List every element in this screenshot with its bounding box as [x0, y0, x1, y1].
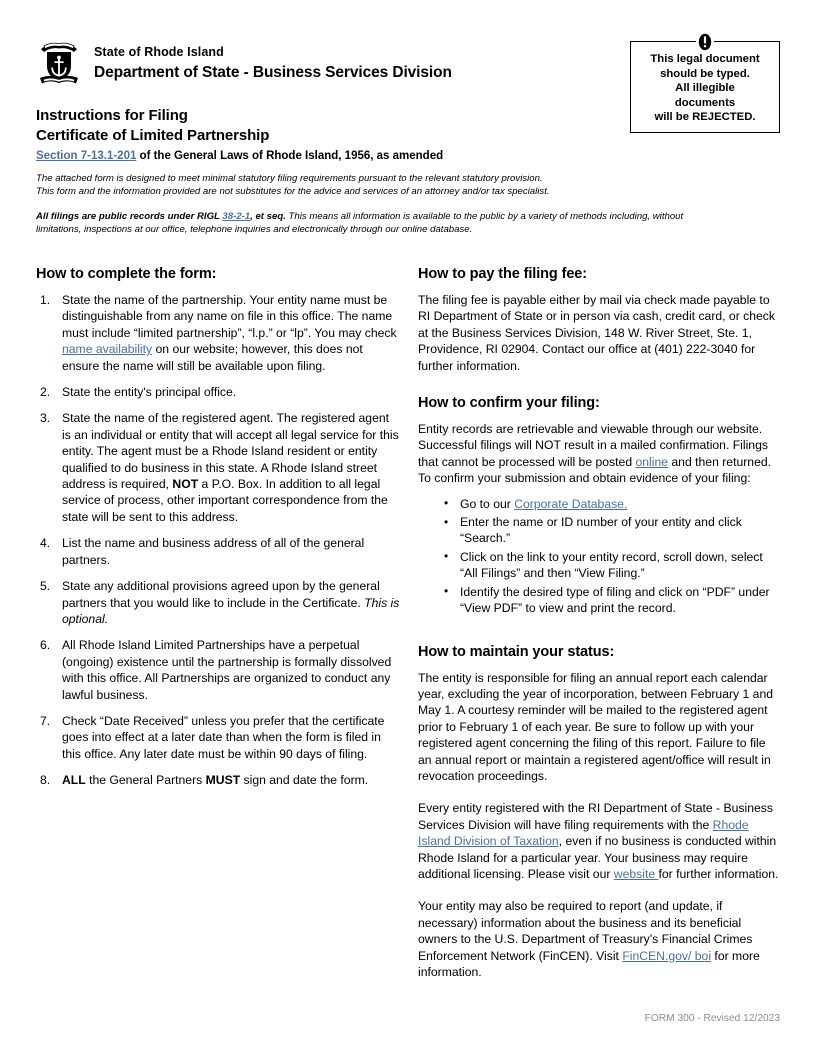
list-item — [36, 578, 401, 627]
warning-line-1: This legal document — [650, 53, 760, 65]
rhode-island-state-seal-icon — [36, 40, 82, 88]
public-records-suffix: , et seq. — [250, 211, 286, 222]
fincen-text — [418, 898, 780, 980]
right-column — [418, 265, 780, 993]
item-text-part-1: the General Partners — [85, 773, 206, 788]
list-item: • Identify the desired type of filing and click on “PDF” under “View PDF” to view and print the record. — [440, 584, 780, 617]
item-text-part-2: a P.O. Box. In addition to all legal service of process, other important correspondence from the state will be sent to this address. — [62, 477, 388, 524]
rigl-38-2-1-link[interactable]: 38-2-1 — [222, 211, 251, 222]
page-title-line-1: Instructions for Filing — [36, 107, 188, 124]
form-disclaimer — [36, 172, 696, 199]
list-item — [36, 292, 401, 374]
taxation-text-part-2: , even if no business is conducted within Rhode Island for a particular year. Your business may require additional licensing. Please visit our — [418, 834, 777, 881]
warning-line-2: should be typed. — [660, 67, 750, 80]
how-to-pay-heading: How to pay the filing fee: — [418, 266, 587, 282]
statute-reference-rest: of the General Laws of Rhode Island, 1956, as amended — [136, 150, 444, 162]
list-item — [36, 772, 401, 788]
document-title-block — [36, 106, 536, 164]
legal-warning-callout — [630, 41, 780, 133]
item-emphasis-must: MUST — [205, 773, 241, 788]
how-to-maintain-heading: How to maintain your status: — [418, 643, 615, 660]
how-to-complete-heading: How to complete the form: — [36, 266, 217, 282]
name-availability-link[interactable]: name availability — [62, 342, 153, 357]
list-item — [36, 384, 401, 400]
agency-name-block — [94, 44, 452, 83]
form-footer: FORM 300 - Revised 12/2023 — [644, 1013, 780, 1024]
statute-link[interactable]: Section 7-13.1-201 — [36, 150, 137, 162]
taxation-text-part-3: for further information. — [658, 866, 779, 881]
item-text-part-1: State the name of the partnership. Your entity name must be distinguishable from any name on file in this office. The name must include “limited partnership”, “l.p.” or “lp”. You may check — [62, 293, 397, 340]
state-name: State of Rhode Island — [94, 45, 224, 59]
how-to-confirm-text — [418, 421, 780, 487]
list-item — [36, 713, 401, 762]
how-to-complete-list — [36, 292, 401, 789]
statute-reference — [36, 148, 536, 164]
item-emphasis-optional: This is optional. — [62, 595, 400, 626]
how-to-maintain-text: The entity is responsible for filing an annual report each calendar year, excluding the year of incorporation, between February 1 and May 1. A courtesy reminder will be mailed to the registered agent prior to February 1 of each year. Be sure to follow up with your registered agent concerning the filing of this report. Failure to file an annual report or maintain a registered agent/office will result in revocation proceedings. — [418, 670, 774, 783]
how-to-pay-text: The filing fee is payable either by mail via check made payable to RI Department of State or in person via cash, credit card, or check at the Business Services Division, 148 W. River Street, Ste. 1, Providence, RI 02904. Contact our office at (401) 222-3040 for further information. — [418, 293, 775, 373]
how-to-confirm-heading: How to confirm your filing: — [418, 395, 600, 412]
taxation-text — [418, 800, 780, 882]
department-name: Department of State - Business Services Division — [94, 64, 452, 81]
website-link[interactable]: website — [613, 866, 659, 881]
item-emphasis-not: NOT — [172, 477, 199, 492]
fincen-text-part-2: for more information. — [418, 948, 760, 979]
public-records-prefix: All filings are public records under RIGL — [36, 211, 223, 222]
item-emphasis-all: ALL — [62, 773, 86, 788]
online-link[interactable]: online — [635, 454, 669, 469]
confirm-text-part-1: Entity records are retrievable and viewable through our website. Successful filings will NOT result in a mailed confirmation. Filings that cannot be processed will be posted — [418, 422, 768, 469]
confirm-text-part-2: and then returned. To confirm your submission and obtain evidence of your filing: — [418, 454, 772, 486]
form-disclaimer-line-2: This form and the information provided are not substitutes for the advice and services of an attorney and/or tax specialist. — [36, 186, 550, 198]
item-text-part-1: All Rhode Island Limited Partnerships have a perpetual (ongoing) existence until the partnership is formally dissolved with this office. All Partnerships are organized to conduct any lawful business. — [62, 638, 392, 702]
public-records-rest: This means all information is available to the public by a variety of methods including, without limitations, inspections at our office, telephone inquiries and electronically through our online database. — [36, 211, 684, 236]
warning-line-3: All illegible — [675, 82, 735, 95]
how-to-confirm-bullet-list — [418, 496, 780, 617]
item-text-part-1: State the name of the registered agent. The registered agent is an individual or entity that will accept all legal service for this entity. The agent must be a Rhode Island resident or entity qualified to do business in this state. A Rhode Island street address is required, — [62, 411, 399, 492]
list-item — [36, 410, 401, 525]
bullet-text-part-1: Go to our — [460, 496, 515, 511]
list-item: • Click on the link to your entity record, scroll down, select “All Filings” and then “View Filing.” — [440, 549, 780, 582]
public-records-disclaimer — [36, 210, 696, 237]
warning-line-4: documents — [674, 96, 736, 109]
item-text-part-1: State any additional provisions agreed upon by the general partners that you would like to include in the Certificate. — [62, 579, 380, 610]
how-to-complete-section — [36, 265, 401, 799]
item-text-part-1: State the entity's principal office. — [62, 385, 237, 400]
item-text-part-2: on our website; however, this does not ensure the name will still be available upon filing. — [62, 342, 363, 373]
list-item — [440, 496, 780, 512]
page-title-line-2: Certificate of Limited Partnership — [36, 127, 270, 144]
exclamation-mark-icon — [696, 31, 714, 53]
warning-line-5: will be REJECTED. — [654, 111, 756, 124]
form-disclaimer-line-1: The attached form is designed to meet minimal statutory filing requirements pursuant to the relevant statutory provision. — [36, 173, 543, 184]
item-text-part-2: sign and date the form. — [240, 773, 369, 788]
corporate-database-link[interactable]: Corporate Database. — [514, 496, 628, 511]
item-text-part-1: Check “Date Received” unless you prefer that the certificate goes into effect at a later date than when the form is filed in this office. Any later date must be within 90 days of filing. — [62, 713, 385, 761]
warning-box — [630, 41, 780, 133]
division-of-taxation-link[interactable]: Rhode Island Division of Taxation — [418, 817, 749, 849]
fincen-link[interactable]: FinCEN.gov/ boi — [622, 948, 712, 963]
list-item — [36, 535, 401, 568]
fincen-text-part-1: Your entity may also be required to report (and update, if necessary) information about the business and its beneficial owners to the U.S. Department of Treasury’s Financial Crimes Enforcement Network (FinCEN). Visit — [418, 899, 753, 963]
list-item — [36, 637, 401, 703]
list-item: • Enter the name or ID number of your entity and click “Search.” — [440, 514, 780, 547]
item-text-part-1: List the name and business address of all of the general partners. — [62, 536, 365, 567]
taxation-text-part-1: Every entity registered with the RI Department of State - Business Services Division will have filing requirements with the — [418, 801, 773, 832]
